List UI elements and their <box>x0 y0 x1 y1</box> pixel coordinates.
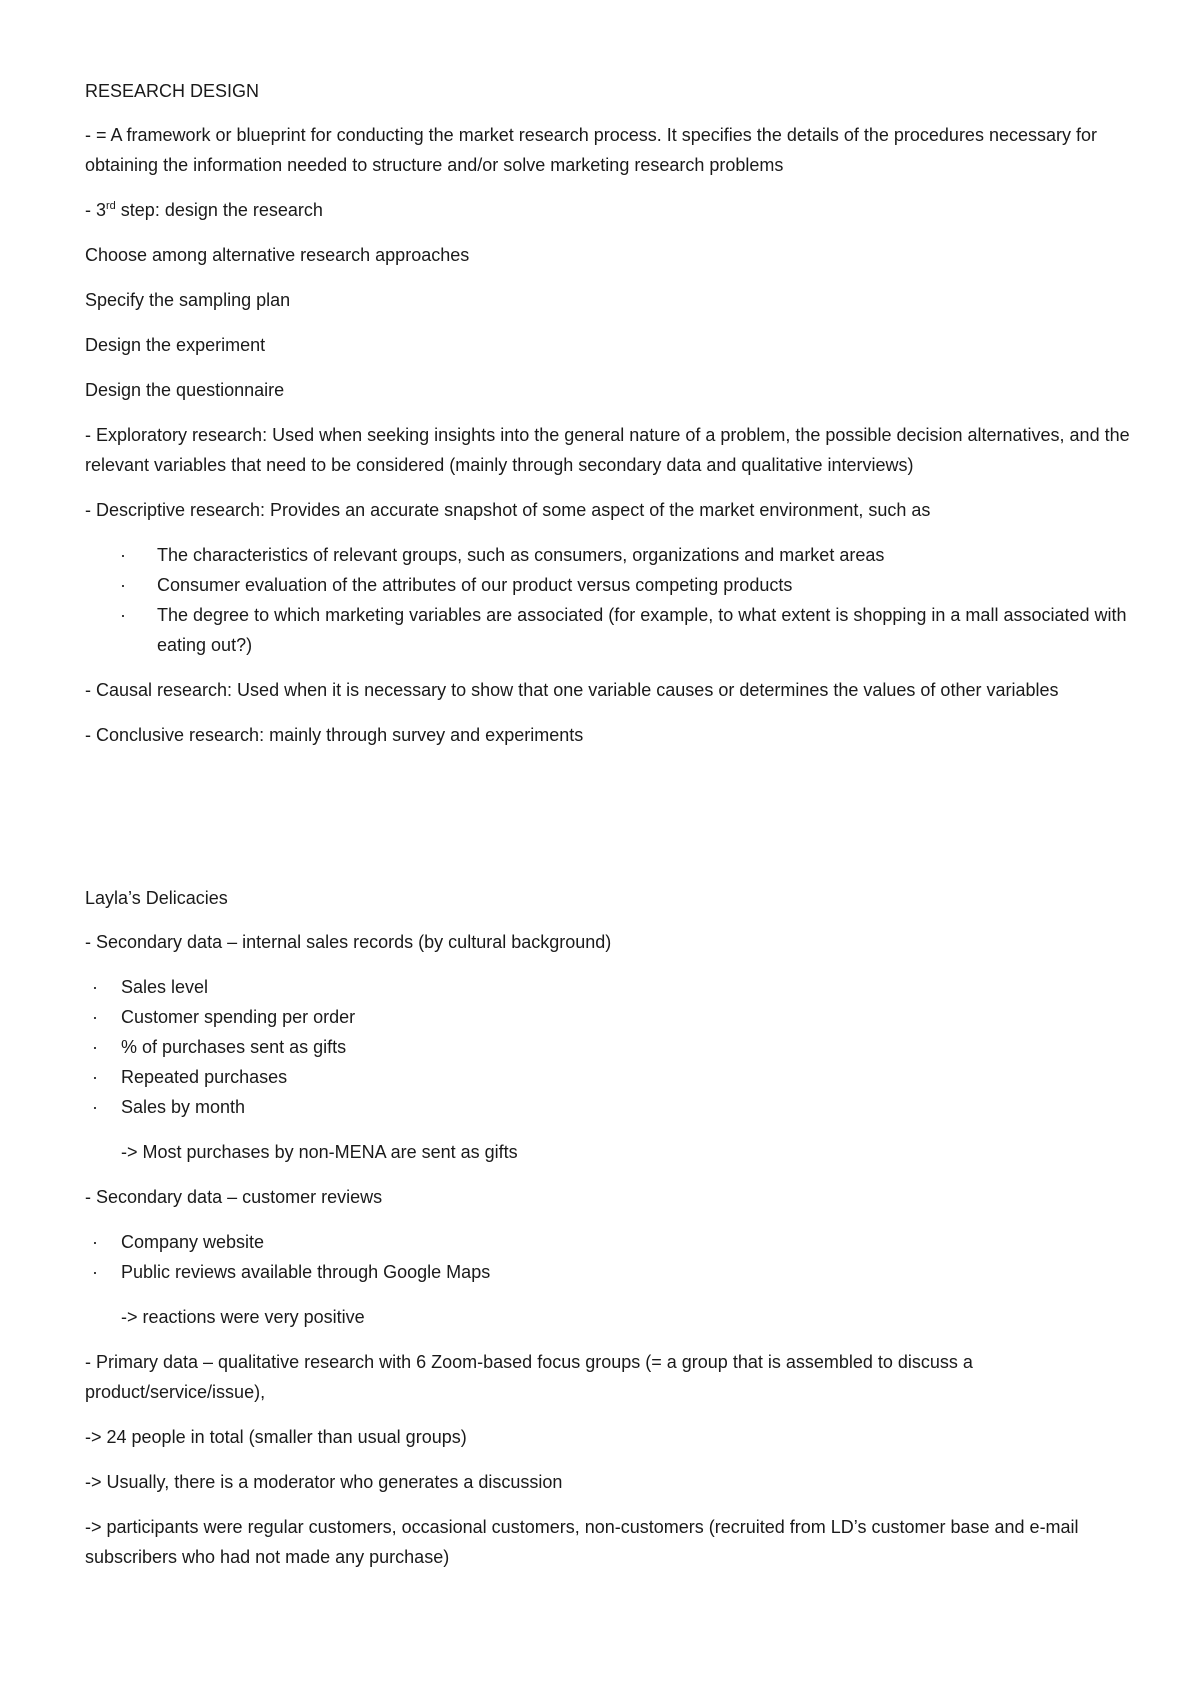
descriptive-research-paragraph: - Descriptive research: Provides an accurate snapshot of some aspect of the market environment, such as <box>85 500 931 520</box>
third-step-suffix: step: design the research <box>115 200 323 220</box>
step-item: Specify the sampling plan <box>85 290 291 310</box>
list-item-text: The degree to which marketing variables are associated (for example, to what extent is shopping in a mall associated with eating out?) <box>157 605 1127 655</box>
bullet-icon: · <box>92 977 98 997</box>
step-item: Design the questionnaire <box>85 380 285 400</box>
descriptive-bullet-list <box>85 540 1135 660</box>
list-item <box>120 600 1135 660</box>
list-item <box>92 1257 1135 1287</box>
list-item-text: Sales by month <box>121 1097 246 1117</box>
list-item <box>120 570 1135 600</box>
primary-note: -> participants were regular customers, occasional customers, non-customers (recruited from LD’s customer base and e-mail subscribers who had not made any purchase) <box>85 1517 1079 1567</box>
primary-note: -> Usually, there is a moderator who generates a discussion <box>85 1472 563 1492</box>
primary-data-paragraph: - Primary data – qualitative research with 6 Zoom-based focus groups (= a group that is assembled to discuss a product/service/issue), <box>85 1352 973 1402</box>
bullet-icon: · <box>92 1232 98 1252</box>
secondary-reviews-paragraph: - Secondary data – customer reviews <box>85 1187 383 1207</box>
third-step-line <box>85 195 1135 225</box>
list-item-text: Sales level <box>121 977 209 997</box>
list-item-text: Consumer evaluation of the attributes of our product versus competing products <box>157 575 793 595</box>
bullet-icon: · <box>92 1262 98 1282</box>
bullet-icon: · <box>92 1067 98 1087</box>
sales-bullet-list <box>85 972 1135 1122</box>
list-item <box>92 1002 1135 1032</box>
exploratory-research-paragraph: - Exploratory research: Used when seeking insights into the general nature of a problem, the possible decision alternatives, and the relevant variables that need to be considered (mainly through secondary data and qualitative interviews) <box>85 425 1130 475</box>
sales-note: -> Most purchases by non-MENA are sent as gifts <box>121 1142 518 1162</box>
third-step-prefix: - 3 <box>85 200 107 220</box>
bullet-icon: · <box>92 1007 98 1027</box>
list-item <box>92 1032 1135 1062</box>
section-title-research-design: RESEARCH DESIGN <box>85 81 260 101</box>
list-item-text: Company website <box>121 1232 265 1252</box>
list-item <box>92 1062 1135 1092</box>
list-item <box>92 972 1135 1002</box>
secondary-sales-paragraph: - Secondary data – internal sales records (by cultural background) <box>85 932 612 952</box>
step-item: Choose among alternative research approaches <box>85 245 470 265</box>
list-item-text: The characteristics of relevant groups, such as consumers, organizations and market areas <box>157 545 885 565</box>
third-step-superscript: rd <box>106 200 116 212</box>
list-item-text: Repeated purchases <box>121 1067 288 1087</box>
bullet-icon: · <box>92 1037 98 1057</box>
list-item-text: Customer spending per order <box>121 1007 356 1027</box>
list-item <box>92 1092 1135 1122</box>
section-gap <box>85 765 1135 883</box>
research-design-definition: - = A framework or blueprint for conducting the market research process. It specifies the details of the procedures necessary for obtaining the information needed to structure and/or solve marketing research problems <box>85 125 1097 175</box>
document-body <box>85 76 1135 1587</box>
causal-research-paragraph: - Causal research: Used when it is necessary to show that one variable causes or determines the values of other variables <box>85 680 1059 700</box>
reviews-note: -> reactions were very positive <box>121 1307 365 1327</box>
bullet-icon: · <box>120 605 126 625</box>
conclusive-research-paragraph: - Conclusive research: mainly through survey and experiments <box>85 725 584 745</box>
bullet-icon: · <box>92 1097 98 1117</box>
list-item <box>92 1227 1135 1257</box>
list-item-text: Public reviews available through Google Maps <box>121 1262 491 1282</box>
bullet-icon: · <box>120 575 126 595</box>
step-item: Design the experiment <box>85 335 266 355</box>
section-title-laylas-delicacies: Layla’s Delicacies <box>85 888 228 908</box>
bullet-icon: · <box>120 545 126 565</box>
primary-note: -> 24 people in total (smaller than usual groups) <box>85 1427 467 1447</box>
list-item-text: % of purchases sent as gifts <box>121 1037 347 1057</box>
list-item <box>120 540 1135 570</box>
reviews-bullet-list <box>85 1227 1135 1287</box>
